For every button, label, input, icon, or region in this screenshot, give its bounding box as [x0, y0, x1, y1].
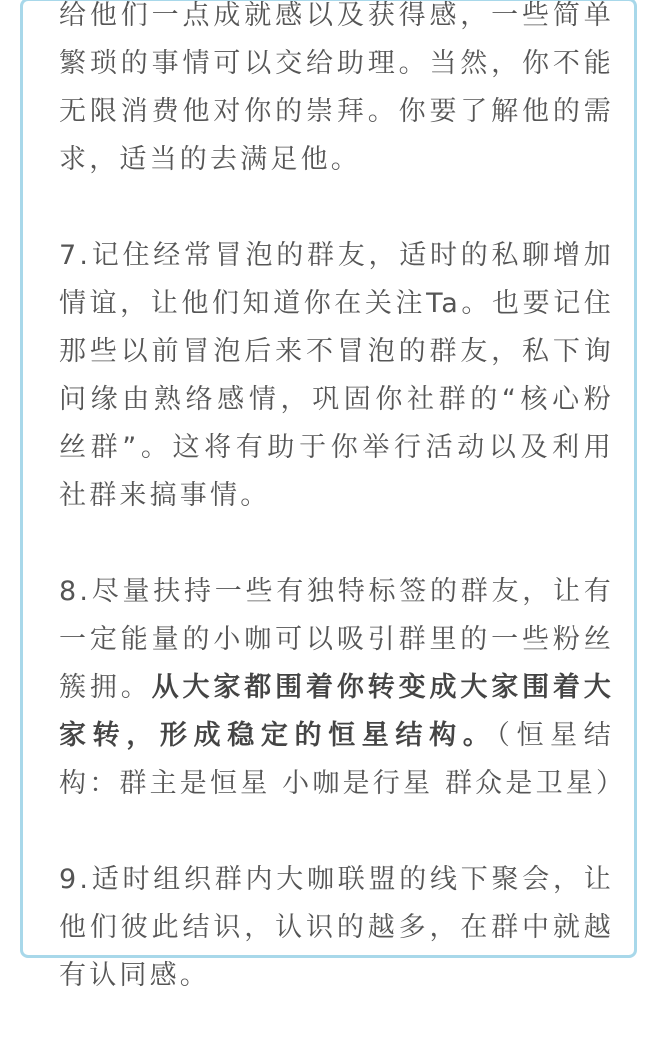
paragraph-intro	[59, 0, 614, 184]
paragraph-text: 7.记住经常冒泡的群友，适时的私聊增加情谊，让他们知道你在关注Ta。也要记住那些以前冒泡后来不冒泡的群友，私下询问缘由熟络感情，巩固你社群的“核心粉丝群”。这将有助于你举行活动以及利用社群来搞事情。	[59, 240, 614, 511]
paragraph-bold-text: 从大家都围着你转变成大家围着大家转，形成稳定的恒星结构。	[59, 672, 615, 751]
paragraph-tip-8	[59, 568, 627, 808]
paragraph-text-after: （恒星结构：群主是恒星 小咖是行星 群众是卫星）	[59, 720, 627, 799]
article-body	[59, 0, 627, 1048]
paragraph-text: 给他们一点成就感以及获得感，一些简单繁琐的事情可以交给助理。当然，你不能无限消费他对你的崇拜。你要了解他的需求，适当的去满足他。	[59, 0, 614, 175]
paragraph-text: 8.尽量扶持一些有独特标签的群友，让有一定能量的小咖可以吸引群里的一些粉丝簇拥。	[59, 576, 614, 703]
paragraph-tip-9	[59, 856, 614, 1000]
paragraph-tip-7	[59, 232, 614, 520]
paragraph-text: 9.适时组织群内大咖联盟的线下聚会，让他们彼此结识，认识的越多，在群中就越有认同感。	[59, 864, 614, 991]
